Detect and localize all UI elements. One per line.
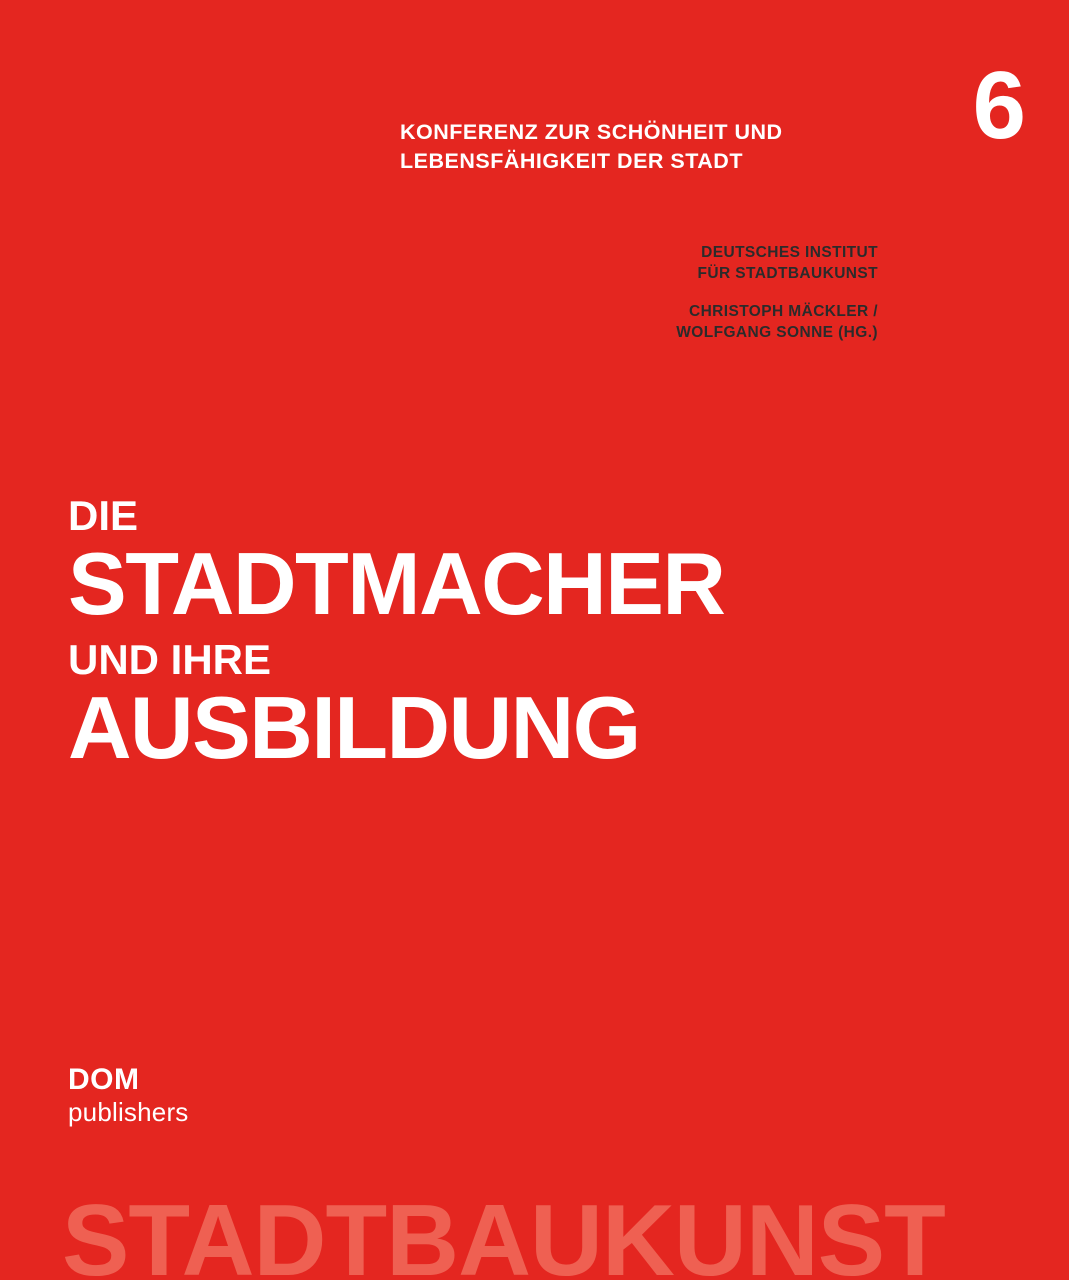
institute-line-2: FÜR STADTBAUKUNST bbox=[697, 264, 878, 282]
conference-title bbox=[400, 118, 900, 176]
title-line-3: UND IHRE bbox=[68, 636, 272, 684]
institute-name bbox=[558, 243, 878, 284]
book-title bbox=[68, 492, 725, 778]
title-line-1: DIE bbox=[68, 492, 139, 539]
editor-line-2: WOLFGANG SONNE (HG.) bbox=[676, 323, 878, 341]
publisher-name: DOM bbox=[68, 1063, 140, 1097]
publisher-subtitle: publishers bbox=[68, 1096, 189, 1127]
series-number: 6 bbox=[972, 52, 1025, 159]
editor-line-1: CHRISTOPH MÄCKLER / bbox=[688, 303, 878, 320]
title-line-4: AUSBILDUNG bbox=[68, 678, 640, 778]
conference-title-line-1: KONFERENZ ZUR SCHÖNHEIT UND bbox=[400, 120, 783, 144]
title-line-2: STADTMACHER bbox=[68, 534, 725, 633]
institute-line-1: DEUTSCHES INSTITUT bbox=[701, 244, 878, 261]
publisher-logo bbox=[68, 1064, 189, 1128]
series-watermark: STADTBAUKUNST bbox=[62, 1185, 945, 1280]
conference-title-line-2: LEBENSFÄHIGKEIT DER STADT bbox=[400, 148, 743, 173]
editors-credit bbox=[518, 302, 878, 343]
